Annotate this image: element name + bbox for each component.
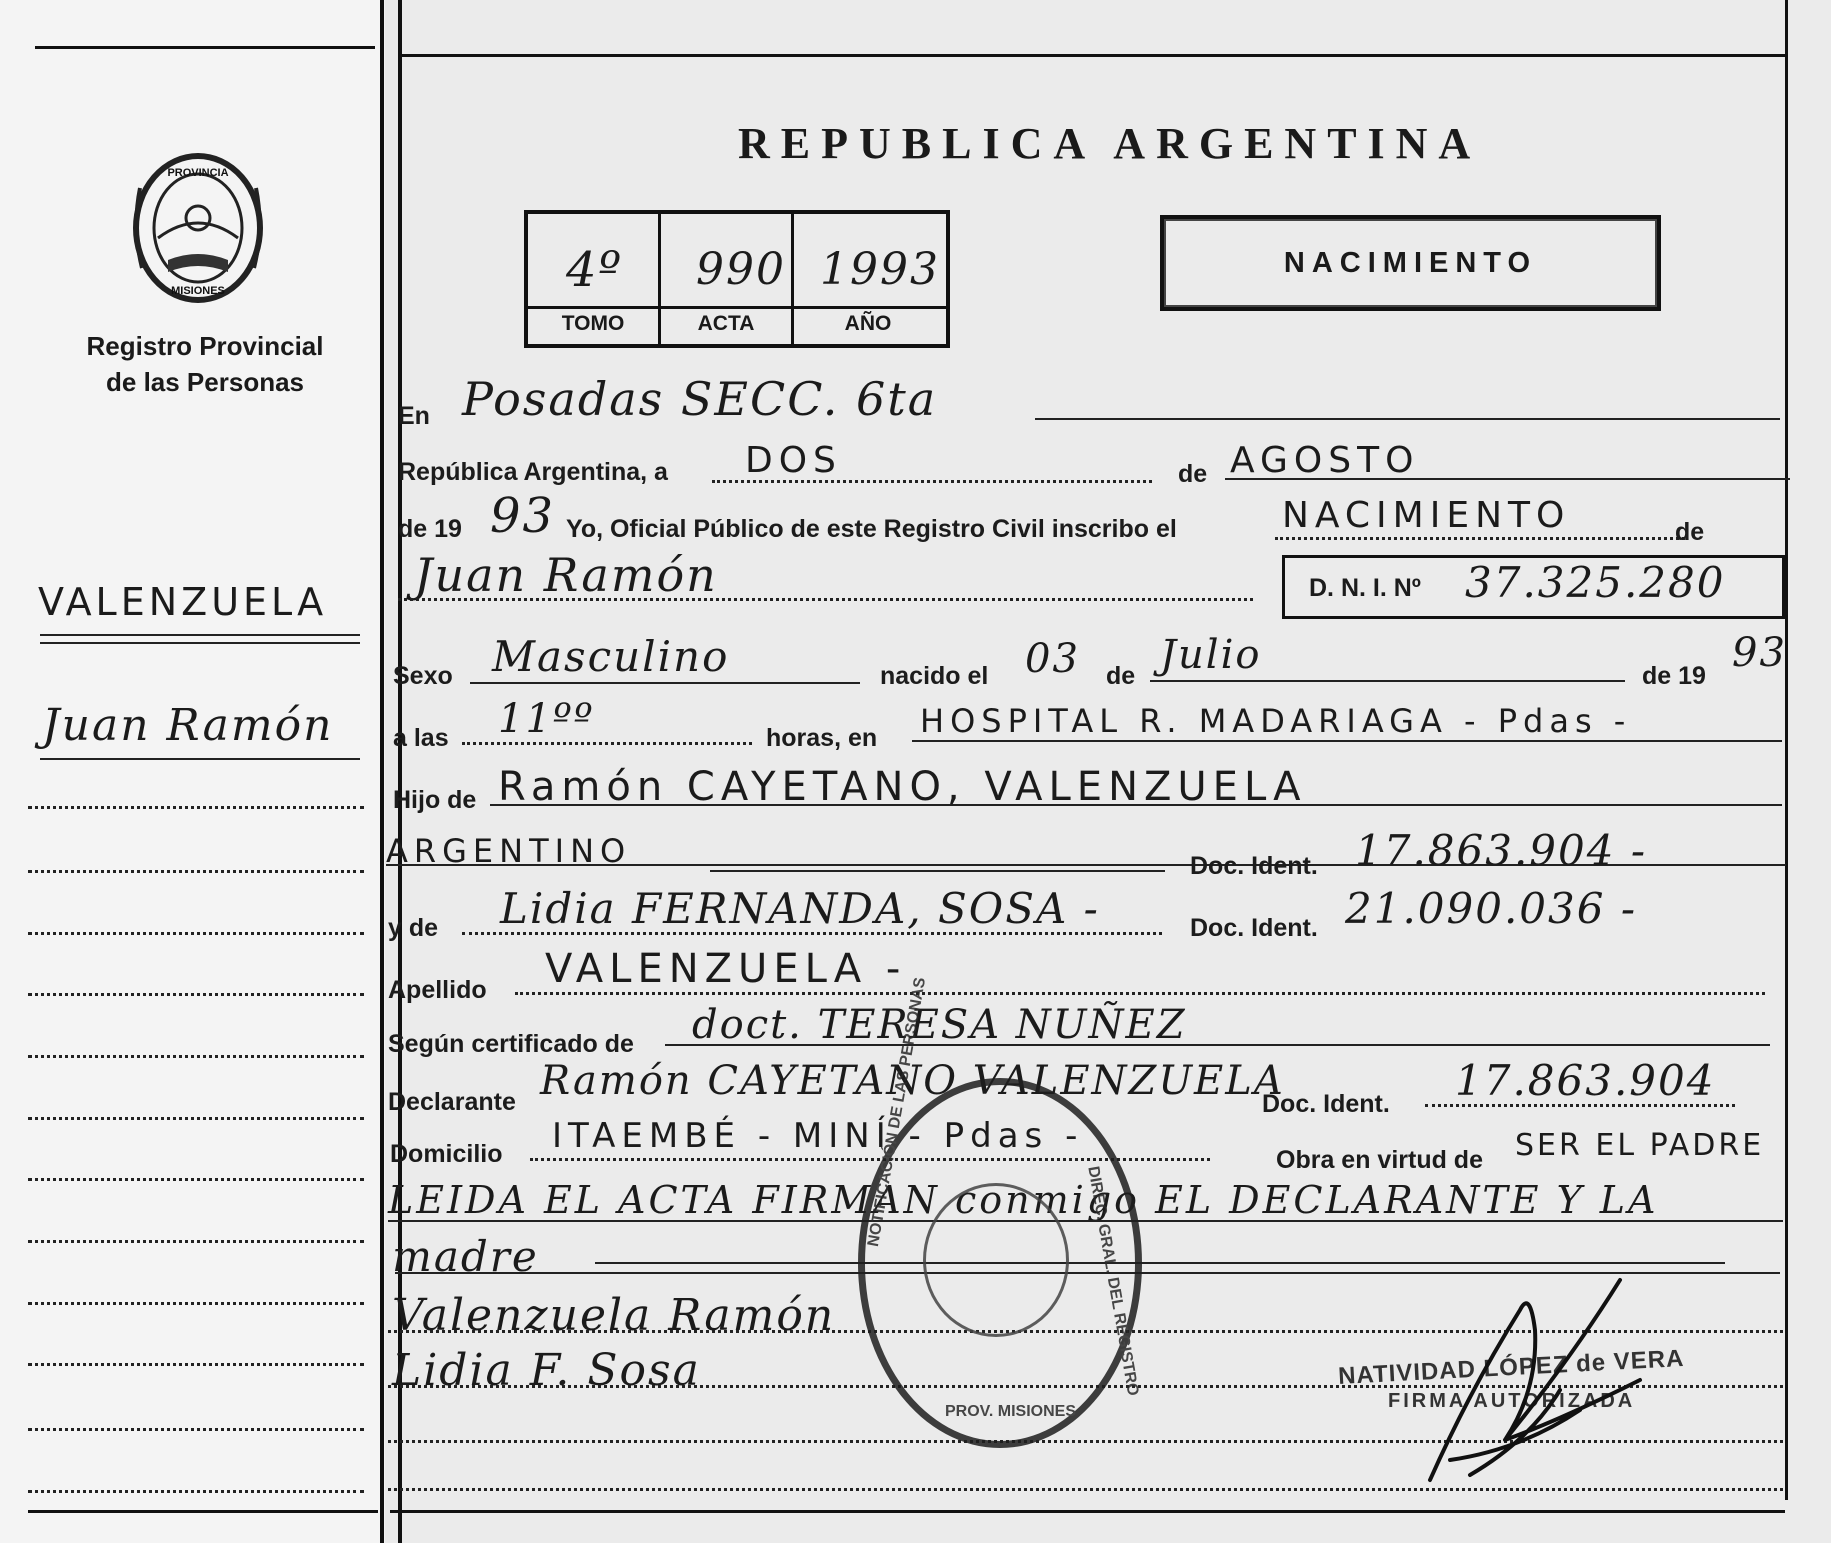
seal-top-text: PROVINCIA [167,167,229,179]
nacido-label: nacido el [880,662,989,690]
document-title: REPUBLICA ARGENTINA [738,119,1482,168]
stamp-text-right: DIREC. GRAL. DEL REGISTRO [1084,1165,1142,1398]
sexo-value: Masculino [492,632,730,681]
dni-value: 37.325.280 [1465,558,1726,607]
event-line [1275,537,1685,540]
segun-label: Según certificado de [388,1030,634,1058]
sexo-line [470,682,860,684]
ano-caption: AÑO [844,312,892,335]
registry-name-line1: Registro Provincial [86,331,324,361]
de-child-label: de [1675,518,1705,546]
birth-place-line [912,740,1782,742]
domicilio-value: ITAEMBÉ - MINÍ - Pdas - [552,1116,1084,1156]
stamp-inner-emblem [923,1183,1069,1337]
stub-dotted-line [28,932,364,935]
stub-surname-underline [40,634,360,636]
mother-doc-label: Doc. Ident. [1190,914,1318,942]
year-prefix: de 19 [398,515,462,543]
birth-year-suffix: 93 [1732,630,1787,676]
birth-month: Julio [1160,632,1262,678]
signature-mother: Lidia F. Sosa [392,1345,701,1396]
stub-dotted-line [28,870,364,873]
official-signature-mark [1410,1270,1660,1500]
apellido-line [515,992,1765,995]
hour-line [462,742,752,745]
stub-given-names: Juan Ramón [42,700,334,751]
dni-label: D. N. I. Nº [1309,574,1421,602]
tomo-caption: TOMO [561,312,625,335]
notes-line2: madre [392,1232,539,1281]
hijo-label: Hijo de [393,786,477,814]
father-doc: 17.863.904 - [1355,826,1648,875]
place-line [1035,418,1780,420]
declarante-label: Declarante [388,1088,516,1116]
acta-caption: ACTA [697,312,755,335]
birth-month-line [1150,680,1625,682]
alas-label: a las [393,724,449,752]
declarante-doc-label: Doc. Ident. [1262,1090,1390,1118]
misiones-province-seal-icon [128,148,268,306]
nationality-line [710,870,1165,872]
stub-surname: VALENZUELA [38,580,328,624]
stub-dotted-line [28,1117,364,1120]
mother-name: Lidia FERNANDA, SOSA - [500,884,1100,933]
dni-box [1282,555,1785,619]
event-value: NACIMIENTO [1282,495,1571,536]
de-month-label: de [1178,460,1208,488]
official-name: NATIVIDAD LÓPEZ de VERA [1337,1344,1686,1391]
stub-dotted-line [28,1178,364,1181]
certificate-doctor: doct. TERESA NUÑEZ [692,1002,1187,1048]
father-name: Ramón CAYETANO, VALENZUELA [498,764,1307,810]
record-type-label: NACIMIENTO [1283,247,1538,279]
record-number-table [524,210,950,348]
stamp-text-left: NOTIFICACIÓN DE LAS PERSONAS [865,976,930,1248]
table-caption-rule [528,306,946,309]
notes-line2-rule [595,1262,1725,1264]
day-line [712,480,1152,483]
domicilio-label: Domicilio [390,1140,503,1168]
stub-dotted-line [28,806,364,809]
father-nationality: ARGENTINO [386,832,632,870]
stub-dotted-line [28,1363,364,1366]
declarante-doc-line [1425,1104,1735,1107]
signature-declarante: Valenzuela Ramón [392,1290,836,1341]
form-bottom-rule [390,1510,1785,1513]
month-line [1225,478,1790,480]
certificate-line [665,1044,1770,1046]
notes-line1: LEIDA EL ACTA FIRMAN conmigo EL DECLARANTE Y LA [388,1178,1659,1222]
stub-dotted-line [28,993,364,996]
stub-top-rule [35,46,375,49]
ano-value: 1993 [820,244,940,295]
en-label: En [398,402,430,430]
mother-doc: 21.090.036 - [1345,884,1638,933]
obra-label: Obra en virtud de [1276,1146,1483,1174]
stub-dotted-line [28,1055,364,1058]
official-caption: FIRMA AUTORIZADA [1388,1390,1636,1412]
form-top-rule [400,54,1786,57]
oficial-text: Yo, Oficial Público de este Registro Civil inscribo el [566,515,1177,543]
declarante-doc: 17.863.904 [1455,1056,1716,1105]
seal-bottom-text: MISIONES [171,285,225,297]
yde-label: y de [388,914,439,942]
birth-day: 03 [1025,636,1080,682]
apellido-value: VALENZUELA - [545,946,907,992]
obra-value: SER EL PADRE [1515,1128,1765,1163]
father-name-line [490,804,1782,806]
declarante-name: Ramón CAYETANO VALENZUELA [540,1058,1285,1104]
birth-year-prefix: de 19 [1642,662,1706,690]
stub-dotted-line [28,1240,364,1243]
sexo-label: Sexo [393,662,453,690]
hour-value: 11ºº [498,696,595,742]
registry-name-line2: de las Personas [106,367,304,397]
year-suffix: 93 [490,488,556,544]
child-name: Juan Ramón [414,548,718,602]
form-right-border [1785,0,1788,1500]
child-name-line [398,598,1253,601]
stub-divider-right [380,0,384,1543]
apellido-label: Apellido [388,976,487,1004]
tomo-value: 4º [566,242,624,298]
de-birth-month-label: de [1106,662,1136,690]
republic-label: República Argentina, a [398,458,668,486]
place-value: Posadas SECC. 6ta [462,372,938,426]
stub-given-underline [40,758,360,760]
stamp-text-bottom: PROV. MISIONES [945,1403,1076,1420]
acta-value: 990 [696,244,786,295]
stub-dotted-line [28,1428,364,1431]
record-type-box [1160,215,1661,311]
stub-dotted-line [28,1490,364,1493]
stub-surname-underline2 [40,642,360,644]
stub-bottom-rule [28,1510,378,1513]
registry-name [60,328,350,400]
father-doc-label: Doc. Ident. [1190,852,1318,880]
stub-dotted-line [28,1302,364,1305]
birth-place: HOSPITAL R. MADARIAGA - Pdas - [920,702,1632,740]
horas-label: horas, en [766,724,878,752]
month-value: AGOSTO [1230,440,1420,481]
day-value: DOS [745,440,842,481]
